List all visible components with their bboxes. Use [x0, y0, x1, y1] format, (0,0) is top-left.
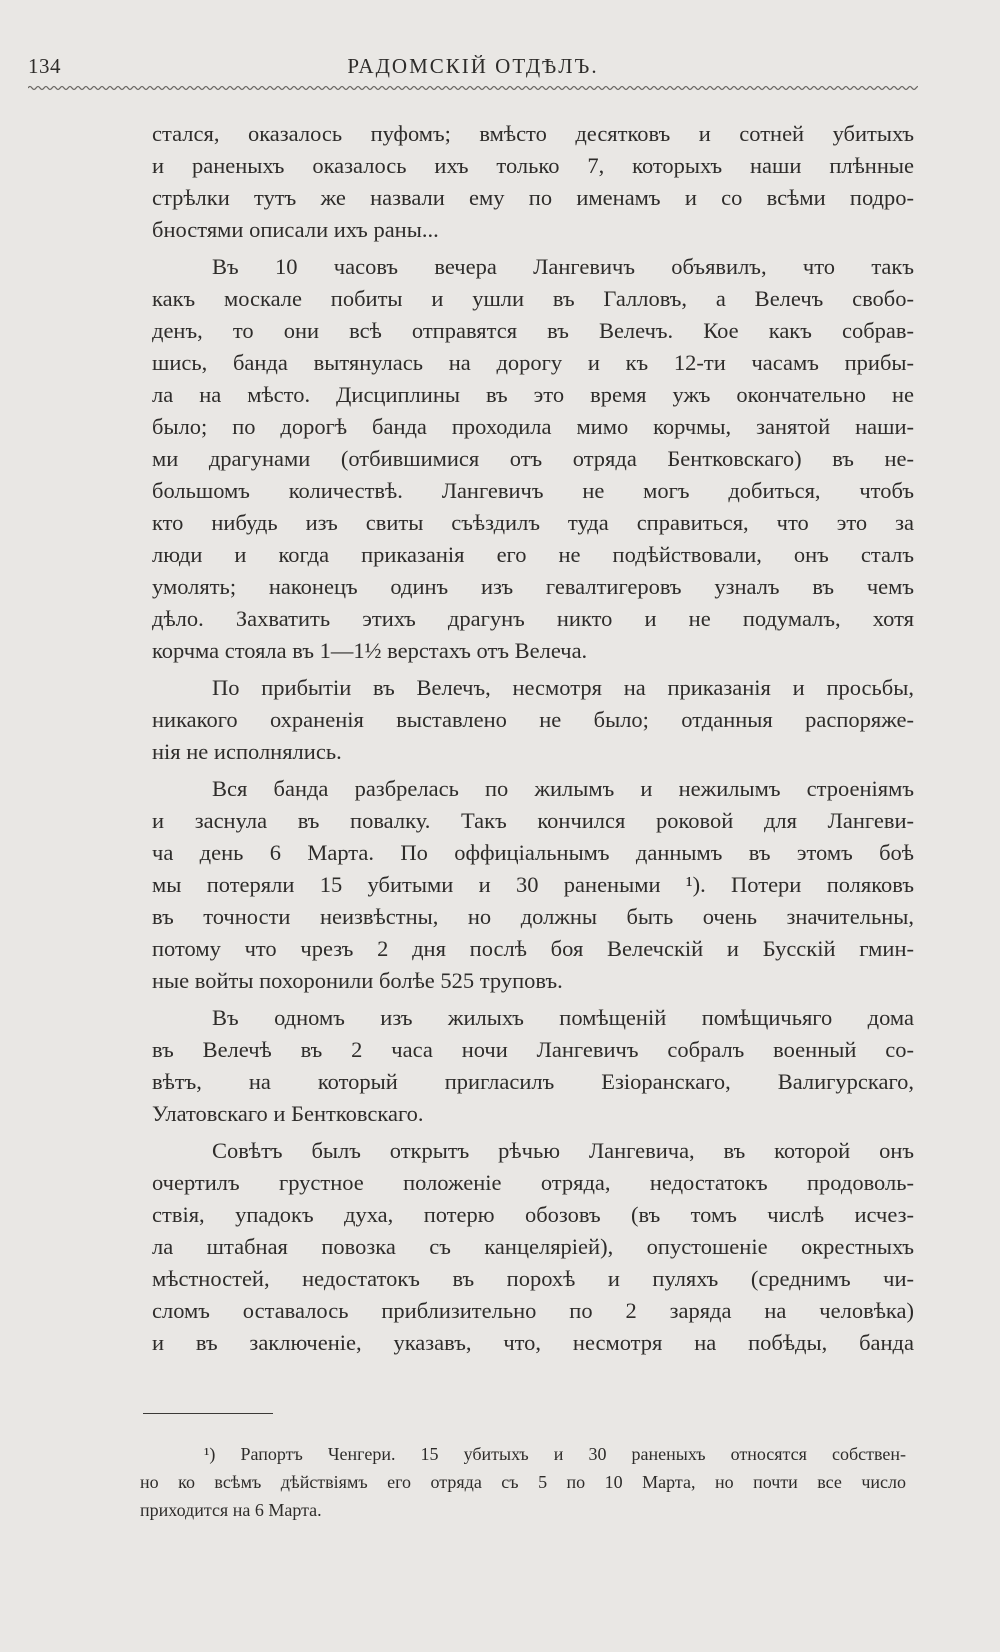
text-line: корчма стояла въ 1—1½ верстахъ отъ Велеча.	[152, 638, 588, 663]
text-line: ла на мѣсто. Дисциплины въ это время ужъ окончательно не	[152, 382, 914, 407]
text-line: сломъ оставалось приблизительно по 2 заряда на человѣка)	[152, 1298, 914, 1323]
text-line: ствія, упадокъ духа, потерю обозовъ (въ томъ числѣ исчез-	[152, 1202, 914, 1227]
main-text	[152, 118, 914, 1359]
text-line: Въ 10 часовъ вечера Лангевичъ объявилъ, что такъ	[212, 254, 914, 279]
footnote-separator	[143, 1413, 273, 1414]
text-line: люди и когда приказанія его не подѣйствовали, онъ сталъ	[152, 542, 914, 567]
text-line: очертилъ грустное положеніе отряда, недостатокъ продоволь-	[152, 1170, 914, 1195]
running-title: РАДОМСКІЙ ОТДѢЛЪ.	[347, 54, 599, 78]
text-line: Вся банда разбрелась по жилымъ и нежилымъ строеніямъ	[212, 776, 914, 801]
text-line: большомъ количествѣ. Лангевичъ не могъ добиться, чтобъ	[152, 478, 914, 503]
text-line: денъ, то они всѣ отправятся въ Велечъ. Кое какъ собрав-	[152, 318, 914, 343]
text-line: ные войты похоронили болѣе 525 труповъ.	[152, 968, 563, 993]
text-line: стался, оказалось пуфомъ; вмѣсто десятковъ и сотней убитыхъ	[152, 121, 914, 146]
footnote-line: приходится на 6 Марта.	[140, 1500, 322, 1520]
text-line: какъ москале побиты и ушли въ Галловъ, а Велечъ свобо-	[152, 286, 914, 311]
text-line: потому что чрезъ 2 дня послѣ боя Велечскій и Бусскій гмин-	[152, 936, 914, 961]
text-line: и заснула въ повалку. Такъ кончился роковой для Лангеви-	[152, 808, 914, 833]
text-line: въ точности неизвѣстны, но должны быть очень значительны,	[152, 904, 914, 929]
text-line: и раненыхъ оказалось ихъ только 7, которыхъ наши плѣнные	[152, 153, 914, 178]
text-line: мы потеряли 15 убитыми и 30 ранеными ¹). Потери поляковъ	[152, 872, 914, 897]
text-line: Въ одномъ изъ жилыхъ помѣщеній помѣщичьяго дома	[212, 1005, 914, 1030]
text-line: шись, банда вытянулась на дорогу и къ 12-ти часамъ прибы-	[152, 350, 914, 375]
text-line: стрѣлки тутъ же назвали ему по именамъ и со всѣми подро-	[152, 185, 914, 210]
text-line: ча день 6 Марта. По оффиціальнымъ даннымъ въ этомъ боѣ	[152, 840, 914, 865]
text-line: ми драгунами (отбившимися отъ отряда Бентковскаго) въ не-	[152, 446, 914, 471]
text-line: умолять; наконецъ одинъ изъ гевалтигеровъ узналъ въ чемъ	[152, 574, 914, 599]
text-line: По прибытіи въ Велечъ, несмотря на приказанія и просьбы,	[212, 675, 914, 700]
footnotes	[140, 1440, 906, 1524]
text-line: вѣтъ, на который пригласилъ Езіоранскаго, Валигурскаго,	[152, 1069, 914, 1094]
text-line: никакого охраненія выставлено не было; отданныя распоряже-	[152, 707, 914, 732]
text-line: кто нибудь изъ свиты съѣздилъ туда справиться, что это за	[152, 510, 914, 535]
text-line: Улатовскаго и Бентковскаго.	[152, 1101, 424, 1126]
text-line: дѣло. Захватить этихъ драгунъ никто и не подумалъ, хотя	[152, 606, 914, 631]
text-line: въ Велечѣ въ 2 часа ночи Лангевичъ собралъ военный со-	[152, 1037, 914, 1062]
text-line: мѣстностей, недостатокъ въ порохѣ и пуляхъ (среднимъ чи-	[152, 1266, 914, 1291]
text-line: нія не исполнялись.	[152, 739, 342, 764]
text-line: ла штабная повозка съ канцеляріей), опустошеніе окрестныхъ	[152, 1234, 914, 1259]
running-head	[28, 52, 918, 88]
wavy-rule-ornament	[28, 84, 918, 92]
page-number: 134	[28, 54, 61, 78]
footnote-line: но ко всѣмъ дѣйствіямъ его отряда съ 5 по 10 Марта, но почти все число	[140, 1472, 906, 1492]
text-line: Совѣтъ былъ открытъ рѣчью Лангевича, въ которой онъ	[212, 1138, 914, 1163]
text-line: было; по дорогѣ банда проходила мимо корчмы, занятой наши-	[152, 414, 914, 439]
text-line: и въ заключеніе, указавъ, что, несмотря на побѣды, банда	[152, 1330, 914, 1355]
footnote-line: ¹) Рапортъ Ченгери. 15 убитыхъ и 30 раненыхъ относятся собствен-	[204, 1444, 906, 1464]
text-line: бностями описали ихъ раны...	[152, 217, 439, 242]
